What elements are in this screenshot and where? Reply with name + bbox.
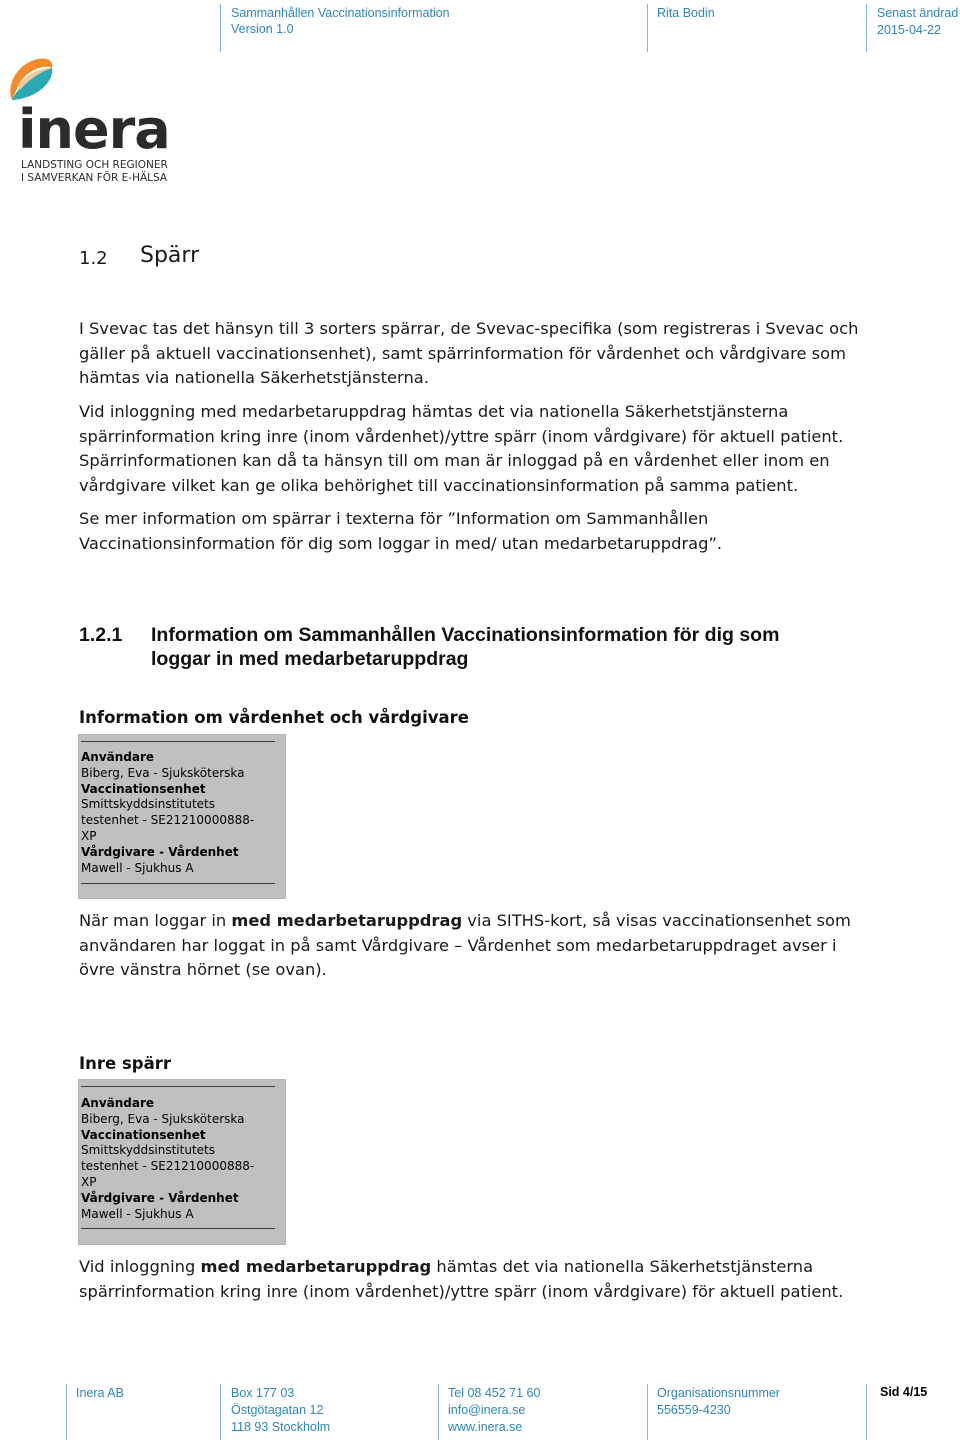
panel-provider-value: Mawell - Sjukhus A [81, 861, 194, 875]
footer-divider [220, 1384, 221, 1440]
header-doc-title: Sammanhållen Vaccinationsinformation [231, 6, 450, 20]
panel-unit-value: XP [81, 829, 97, 843]
panel-unit-label: Vaccinationsenhet [81, 782, 206, 796]
header-version: Version 1.0 [231, 22, 294, 36]
panel-user-label: Användare [81, 750, 155, 764]
panel-unit-value: testenhet - SE21210000888- [81, 813, 255, 827]
section-paragraph: I Svevac tas det hänsyn till 3 sorters spärrar, de Svevac-specifika (som registreras i Svevac och gäller på aktuell vaccinationsenhet), samt spärrinformation för vårdenhet och vårdgivare som hämtas via nationella Säkerhetstjänsterna. [79, 319, 859, 387]
footer-address: Box 177 03 [231, 1386, 295, 1400]
text-run: Vid inloggning [79, 1257, 201, 1276]
logo-wordmark: inera [18, 98, 170, 161]
text-run: När man loggar in [79, 911, 232, 930]
footer-email: info@inera.se [448, 1403, 526, 1417]
header-divider [220, 4, 221, 52]
panel-user-value: Biberg, Eva - Sjuksköterska [81, 766, 245, 780]
header-divider [866, 4, 867, 52]
text-run: via SITHS-kort, så visas vaccinationsenhet som användaren har loggat in på samt Vårdgivare – Vårdenhet som medarbetaruppdraget avser i övre vänstra hörnet (se ovan). [79, 911, 851, 979]
footer-page-number: Sid 4/15 [880, 1385, 928, 1399]
section-paragraph: Vid inloggning med medarbetaruppdrag hämtas det via nationella Säkerhetstjänsterna spärrinformation kring inre (inom vårdenhet)/yttre spärr (inom vårdgivare) för aktuell patient. Spärrinformationen kan då ta hänsyn till om man är inloggad på en vårdenhet eller inom en vårdgivare vilket kan ge olika behörighet till vaccinationsinformation på samma patient. [79, 402, 844, 495]
panel-unit-value: Smittskyddsinstitutets [81, 1143, 215, 1157]
text-run-bold: med medarbetaruppdrag [231, 911, 463, 930]
panel-divider [81, 883, 275, 884]
section-title: Spärr [140, 243, 200, 268]
section-number: 1.2 [79, 248, 108, 269]
footer-company: Inera AB [76, 1386, 124, 1400]
footer-web: www.inera.se [448, 1420, 523, 1434]
block-heading: Inre spärr [79, 1054, 171, 1073]
block-paragraph [79, 909, 859, 983]
block-heading: Information om vårdenhet och vårdgivare [79, 708, 469, 727]
footer-org-number: 556559-4230 [657, 1403, 731, 1417]
panel-unit-value: testenhet - SE21210000888- [81, 1159, 255, 1173]
subsection-number: 1.2.1 [79, 624, 123, 646]
panel-divider [81, 1086, 275, 1087]
section-paragraph: Se mer information om spärrar i texterna för ”Information om Sammanhållen Vaccinationsinformation för dig som loggar in med/ utan medarbetaruppdrag”. [79, 509, 723, 553]
inera-logo [4, 56, 184, 186]
header-author: Rita Bodin [657, 6, 715, 20]
panel-unit-label: Vaccinationsenhet [81, 1128, 206, 1142]
text-run: hämtas det via nationella Säkerhetstjänsterna spärrinformation kring inre (inom vårdenhet)/yttre spärr (inom vårdgivare) för aktuell patient. [79, 1257, 844, 1301]
panel-divider [81, 741, 275, 742]
panel-unit-value: XP [81, 1175, 97, 1189]
footer-divider [66, 1384, 67, 1440]
panel-divider [81, 1228, 275, 1229]
block-paragraph [79, 1255, 879, 1304]
logo-tagline: I SAMVERKAN FÖR E-HÄLSA [21, 172, 168, 184]
panel-provider-value: Mawell - Sjukhus A [81, 1207, 194, 1221]
panel-user-value: Biberg, Eva - Sjuksköterska [81, 1112, 245, 1126]
panel-provider-label: Vårdgivare - Vårdenhet [81, 845, 239, 859]
panel-provider-label: Vårdgivare - Vårdenhet [81, 1191, 239, 1205]
footer-org-label: Organisationsnummer [657, 1386, 780, 1400]
footer-divider [647, 1384, 648, 1440]
user-info-panel [78, 1079, 286, 1245]
panel-unit-value: Smittskyddsinstitutets [81, 797, 215, 811]
footer-address: 118 93 Stockholm [231, 1420, 331, 1434]
footer-phone: Tel 08 452 71 60 [448, 1386, 541, 1400]
footer-divider [438, 1384, 439, 1440]
header-last-changed-label: Senast ändrad [877, 6, 959, 20]
logo-tagline: LANDSTING OCH REGIONER [21, 159, 168, 171]
user-info-panel [78, 734, 286, 899]
header-divider [647, 4, 648, 52]
header-last-changed-date: 2015-04-22 [877, 23, 941, 37]
footer-address: Östgötagatan 12 [231, 1403, 324, 1417]
panel-user-label: Användare [81, 1096, 155, 1110]
footer-divider [866, 1384, 867, 1440]
subsection-title: Information om Sammanhållen Vaccinationsinformation för dig som loggar in med medarbetaruppdrag [151, 624, 780, 670]
text-run-bold: med medarbetaruppdrag [200, 1257, 432, 1276]
